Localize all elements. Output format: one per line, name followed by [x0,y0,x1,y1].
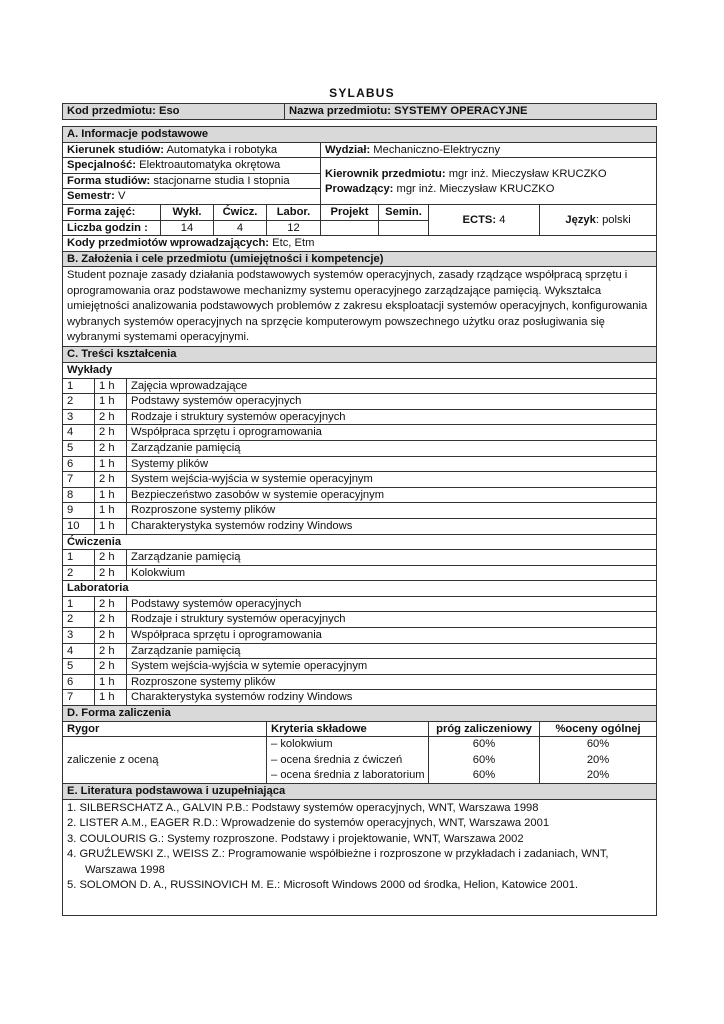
lab-row [63,612,657,628]
row-hours: 2 h [95,628,127,644]
col-cwicz: Ćwicz. [214,204,267,220]
literature-item-continued: Warszawa 1998 [85,863,165,876]
wyklad-row [63,487,657,503]
row-hours: 1 h [95,487,127,503]
course-header-table [62,103,657,120]
section-e-title: E. Literatura podstawowa i uzupełniająca [63,784,657,800]
jezyk: Język: polski [540,204,657,235]
row-number: 2 [63,612,95,628]
row-topic: Charakterystyka systemów rodziny Windows [127,690,657,706]
row-hours: 1 h [95,456,127,472]
liczba-godzin-label: Liczba godzin : [63,220,161,236]
d-header-kryteria: Kryteria składowe [267,721,429,737]
d-header-rygor: Rygor [63,721,267,737]
row-topic: Rodzaje i struktury systemów operacyjnych [127,612,657,628]
wyklad-row [63,440,657,456]
row-number: 6 [63,674,95,690]
row-topic: Zajęcia wprowadzające [127,378,657,394]
row-number: 2 [63,565,95,581]
semestr: Semestr: V [63,189,321,205]
d-header-ocena: %oceny ogólnej [540,721,657,737]
lab-title: Laboratoria [63,581,657,597]
row-topic: Podstawy systemów operacyjnych [127,596,657,612]
row-topic: Kolokwium [127,565,657,581]
col-labor: Labor. [267,204,321,220]
wyklad-row [63,503,657,519]
literature-item: 2. LISTER A.M., EAGER R.D.: Wprowadzenie do systemów operacyjnych, WNT, Warszawa 2001 [67,817,550,830]
syllabus-table [62,126,657,916]
kody-przedmiotow: Kody przedmiotów wprowadzających: Etc, Etm [63,236,657,252]
row-hours: 2 h [95,472,127,488]
lab-row [63,690,657,706]
row-number: 1 [63,550,95,566]
row-topic: Zarządzanie pamięcią [127,440,657,456]
d-rygor: zaliczenie z oceną [63,737,267,784]
literature-item: 3. COULOURIS G.: Systemy rozproszone. Podstawy i projektowanie, WNT, Warszawa 2002 [67,832,524,845]
row-topic: Rozproszone systemy plików [127,503,657,519]
row-number: 6 [63,456,95,472]
kierunek: Kierunek studiów: Automatyka i robotyka [63,142,321,158]
row-number: 9 [63,503,95,519]
row-number: 7 [63,472,95,488]
literature-item: 1. SILBERSCHATZ A., GALVIN P.B.: Podstawy systemów operacyjnych, WNT, Warszawa 1998 [67,802,539,815]
row-number: 1 [63,378,95,394]
row-hours: 2 h [95,659,127,675]
row-hours: 2 h [95,440,127,456]
row-topic: Zarządzanie pamięcią [127,643,657,659]
row-number: 5 [63,440,95,456]
hours-cwicz: 4 [214,220,267,236]
row-topic: Charakterystyka systemów rodziny Windows [127,518,657,534]
cwiczenia-list [63,550,657,581]
section-d-title: D. Forma zaliczenia [63,706,657,722]
wyklady-title: Wykłady [63,362,657,378]
wyklad-row [63,425,657,441]
row-hours: 1 h [95,518,127,534]
row-hours: 2 h [95,612,127,628]
col-semin: Semin. [379,204,429,220]
forma-zajec-label: Forma zajęć: [63,204,161,220]
d-prog: 60% 60% 60% [429,737,540,784]
lab-row [63,628,657,644]
row-topic: Współpraca sprzętu i oprogramowania [127,628,657,644]
row-number: 7 [63,690,95,706]
row-topic: Współpraca sprzętu i oprogramowania [127,425,657,441]
hours-semin [379,220,429,236]
row-hours: 1 h [95,503,127,519]
row-topic: Podstawy systemów operacyjnych [127,394,657,410]
col-wykl: Wykł. [161,204,214,220]
section-a-title: A. Informacje podstawowe [63,127,657,143]
row-hours: 1 h [95,674,127,690]
row-topic: Zarządzanie pamięcią [127,550,657,566]
row-topic: System wejścia-wyjścia w sytemie operacyjnym [127,659,657,675]
col-projekt: Projekt [321,204,379,220]
lab-list [63,596,657,705]
row-number: 8 [63,487,95,503]
course-name: Nazwa przedmiotu: SYSTEMY OPERACYJNE [285,104,657,120]
row-hours: 2 h [95,409,127,425]
row-topic: System wejścia-wyjścia w systemie operacyjnym [127,472,657,488]
hours-wykl: 14 [161,220,214,236]
course-code: Kod przedmiotu: Eso [63,104,285,120]
lab-row [63,674,657,690]
wyklad-row [63,378,657,394]
hours-labor: 12 [267,220,321,236]
row-number: 2 [63,394,95,410]
row-hours: 1 h [95,378,127,394]
row-hours: 2 h [95,643,127,659]
lab-row [63,643,657,659]
d-ocena: 60% 20% 20% [540,737,657,784]
section-b-text: Student poznaje zasady działania podstawowych systemów operacyjnych, zasady rządzące współpracą sprzętu i oprogramowania oraz podstawowe mechanizmy systemu operacyjnego zarządzające pamięcią. Wykształca umiejętności analizowania podstawowych problemów z zakresu eksploatacji systemów operacyjnych, konfigurowania wybranych systemów operacyjnych na sprzęcie komputerowym powszechnego użytku oraz posługiwania się wybranymi systemami operacyjnymi. [63,267,657,347]
ects: ECTS: 4 [429,204,540,235]
d-kryteria: – kolokwium – ocena średnia z ćwiczeń – ocena średnia z laboratorium [267,737,429,784]
lab-row [63,659,657,675]
wyklad-row [63,518,657,534]
row-topic: Rodzaje i struktury systemów operacyjnych [127,409,657,425]
wyklady-list [63,378,657,534]
cwiczenia-title: Ćwiczenia [63,534,657,550]
literature-item: 4. GRUŹLEWSKI Z., WEISS Z.: Programowanie współbieżne i rozproszone w przykładach i zadaniach, WNT, [67,848,609,861]
row-number: 3 [63,628,95,644]
row-hours: 2 h [95,596,127,612]
row-number: 4 [63,425,95,441]
section-c-title: C. Treści kształcenia [63,347,657,363]
row-topic: Bezpieczeństwo zasobów w systemie operacyjnym [127,487,657,503]
forma-studiow: Forma studiów: stacjonarne studia I stopnia [63,173,321,189]
specjalnosc: Specjalność: Elektroautomatyka okrętowa [63,158,321,174]
literature-list [63,800,657,916]
section-b-title: B. Założenia i cele przedmiotu (umiejętności i kompetencje) [63,251,657,267]
cwiczenie-row [63,550,657,566]
row-hours: 2 h [95,425,127,441]
hours-projekt [321,220,379,236]
row-number: 1 [63,596,95,612]
cwiczenie-row [63,565,657,581]
row-hours: 1 h [95,690,127,706]
wyklad-row [63,394,657,410]
row-hours: 1 h [95,394,127,410]
d-header-prog: próg zaliczeniowy [429,721,540,737]
row-topic: Systemy plików [127,456,657,472]
row-number: 4 [63,643,95,659]
row-number: 10 [63,518,95,534]
wydzial: Wydział: Mechaniczno-Elektryczny [321,142,657,158]
row-topic: Rozproszone systemy plików [127,674,657,690]
literature-item: 5. SOLOMON D. A., RUSSINOVICH M. E.: Microsoft Windows 2000 od środka, Helion, Katowice 2001. [67,879,579,892]
row-hours: 2 h [95,550,127,566]
wyklad-row [63,409,657,425]
document-title: SYLABUS [329,86,395,100]
lab-row [63,596,657,612]
wyklad-row [63,456,657,472]
kierownik-prowadzacy: Kierownik przedmiotu: mgr inż. Mieczysław KRUCZKO Prowadzący: mgr inż. Mieczysław KRUCZKO [321,158,657,205]
row-number: 3 [63,409,95,425]
row-hours: 2 h [95,565,127,581]
wyklad-row [63,472,657,488]
row-number: 5 [63,659,95,675]
